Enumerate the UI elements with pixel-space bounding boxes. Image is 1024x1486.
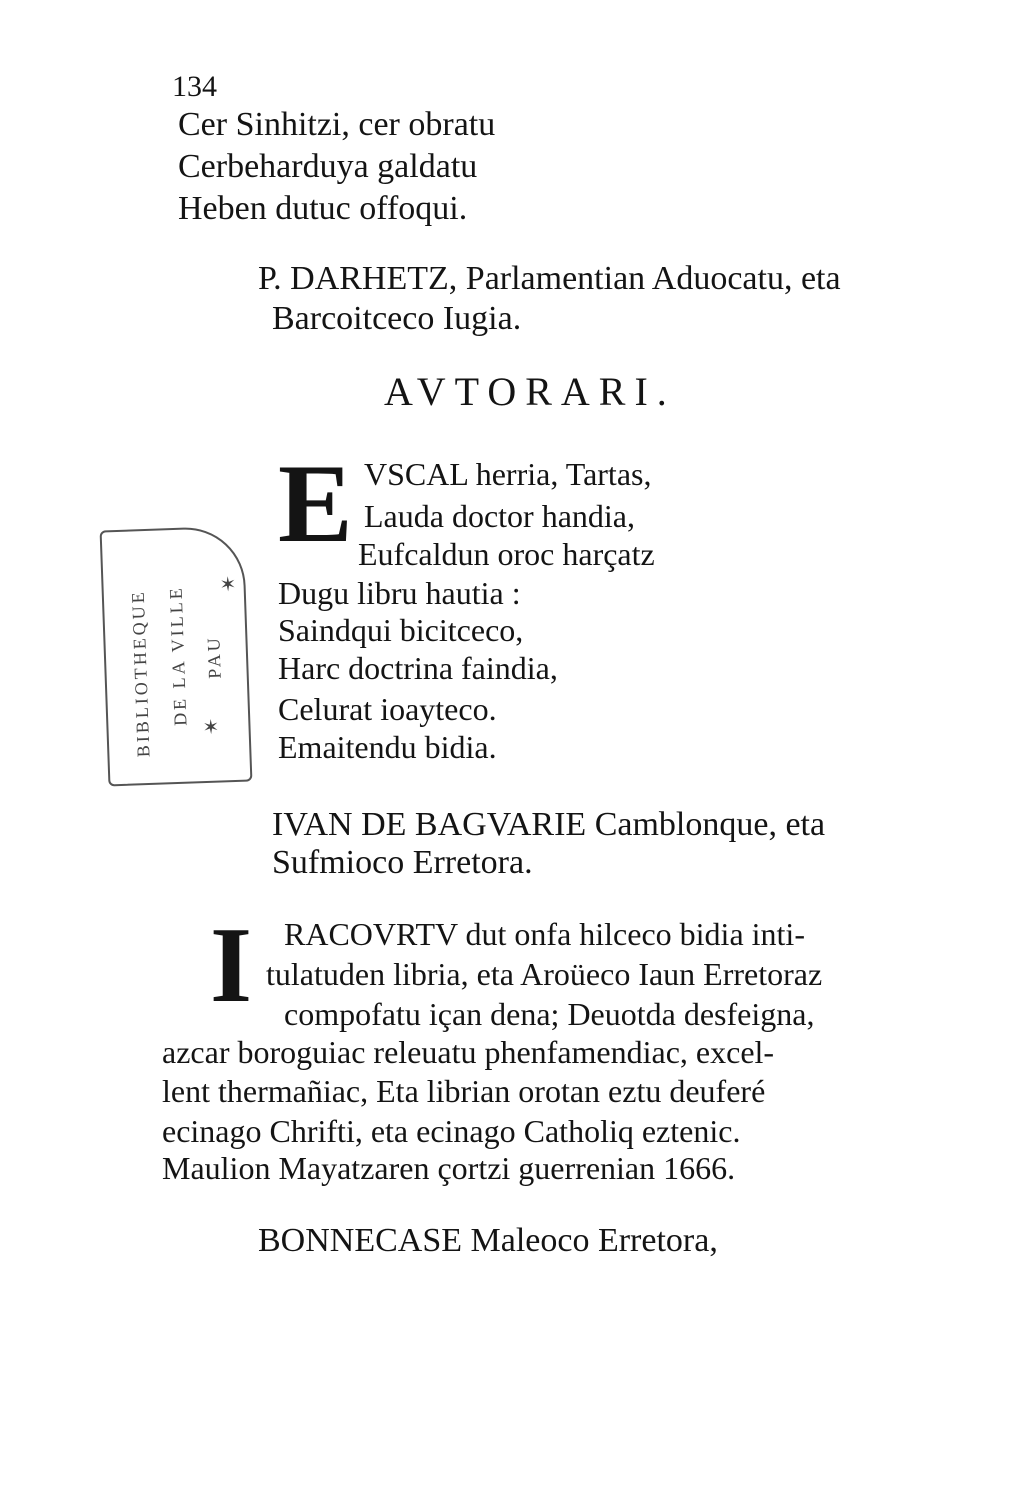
signature-bonnecase: BONNECASE Maleoco Erretora, bbox=[258, 1222, 718, 1259]
poem-line: Celurat ioayteco. bbox=[278, 691, 497, 727]
poem-line: Harc doctrina faindia, bbox=[278, 650, 558, 686]
poem-line: Lauda doctor handia, bbox=[364, 498, 635, 534]
star-icon: ✶ bbox=[202, 716, 220, 740]
poem-line: Dugu libru hautia : bbox=[278, 575, 521, 611]
drop-cap-i: I bbox=[210, 906, 253, 1025]
drop-cap-e: E bbox=[278, 442, 353, 566]
library-stamp bbox=[100, 526, 253, 787]
approval-line: lent thermañiac, Eta librian orotan eztu deuferé bbox=[162, 1073, 766, 1109]
verse-line: Cerbeharduya galdatu bbox=[178, 148, 478, 185]
approval-line: Maulion Mayatzaren çortzi guerrenian 1666. bbox=[162, 1150, 736, 1186]
verse-line: Cer Sinhitzi, cer obratu bbox=[178, 106, 496, 143]
signature-bagvarie-line2: Sufmioco Erretora. bbox=[272, 844, 533, 881]
verse-line: Heben dutuc offoqui. bbox=[178, 190, 468, 227]
approval-line: compofatu içan dena; Deuotda desfeigna, bbox=[284, 996, 815, 1032]
signature-darhetz-line1: P. DARHETZ, Parlamentian Aduocatu, eta bbox=[258, 260, 841, 297]
stamp-text: BIBLIOTHEQUE bbox=[127, 588, 154, 758]
signature-bagvarie-line1: IVAN DE BAGVARIE Camblonque, eta bbox=[272, 806, 826, 843]
approval-line: RACOVRTV dut onfa hilceco bidia inti- bbox=[284, 916, 805, 952]
page-number: 134 bbox=[172, 70, 217, 103]
stamp-text: PAU bbox=[203, 634, 225, 680]
poem-line: Eufcaldun oroc harçatz bbox=[358, 536, 655, 572]
approval-line: ecinago Chrifti, eta ecinago Catholiq eztenic. bbox=[162, 1113, 741, 1149]
poem-line: Saindqui bicitceco, bbox=[278, 612, 524, 648]
approval-line: azcar boroguiac releuatu phenfamendiac, excel- bbox=[162, 1034, 775, 1070]
signature-darhetz-line2: Barcoitceco Iugia. bbox=[272, 300, 522, 337]
star-icon: ✶ bbox=[219, 573, 237, 597]
poem-line: VSCAL herria, Tartas, bbox=[364, 456, 652, 492]
section-heading: AVTORARI. bbox=[384, 369, 676, 414]
poem-line: Emaitendu bidia. bbox=[278, 729, 497, 765]
stamp-text: DE LA VILLE bbox=[165, 584, 191, 727]
approval-line: tulatuden libria, eta Aroüeco Iaun Erretoraz bbox=[266, 956, 823, 992]
